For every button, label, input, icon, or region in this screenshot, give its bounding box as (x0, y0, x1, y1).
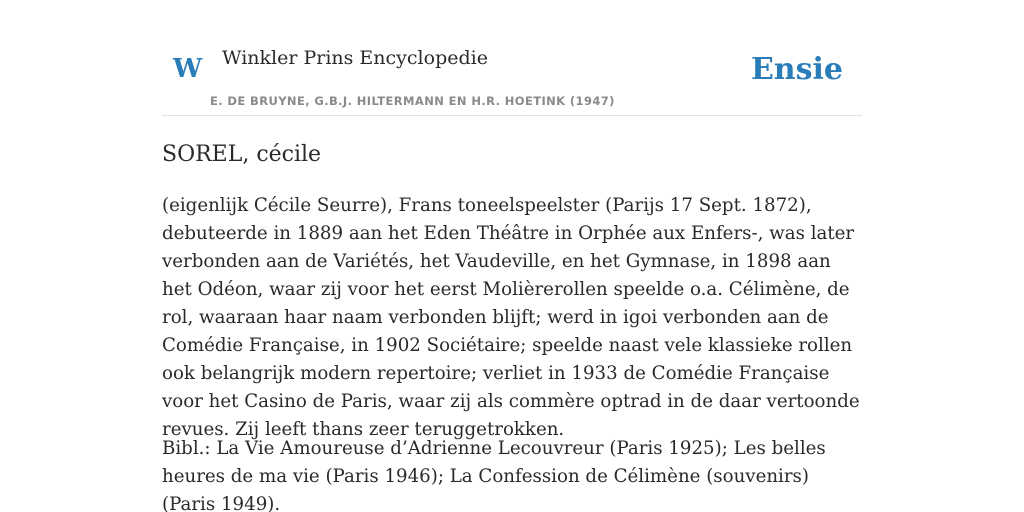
header-divider (162, 115, 862, 116)
encyclopedia-logo-icon[interactable]: W (173, 54, 203, 84)
entry-title: SOREL, cécile (162, 142, 322, 167)
ensie-brand-link[interactable]: Ensie (750, 52, 843, 87)
entry-bibliography: Bibl.: La Vie Amoureuse d’Adrienne Lecouvreur (Paris 1925); Les belles heures de ma vie (Paris 1946); La Confession de Célimène (souvenirs) (Paris 1949). (162, 438, 826, 512)
site-title-link[interactable]: Winkler Prins Encyclopedie (222, 47, 488, 69)
entry-body: (eigenlijk Cécile Seurre), Frans toneelspeelster (Parijs 17 Sept. 1872), debuteerde in 1889 aan het Eden Théâtre in Orphée aux Enfers-, was later verbonden aan de Variétés, het Vaudeville, en het Gymnase, in 1898 aan het Odéon, waar zij voor het eerst Molièrerollen speelde o.a. Célimène, de rol, waaraan haar naam verbonden blijft; werd in igoi verbonden aan de Comédie Française, in 1902 Sociétaire; speelde naast vele klassieke rollen ook belangrijk modern repertoire; verliet in 1933 de Comédie Française voor het Casino de Paris, waar zij als commère optrad in de daar vertoonde revues. Zij leeft thans zeer teruggetrokken. (162, 195, 860, 440)
authors-line: E. DE BRUYNE, G.B.J. HILTERMANN EN H.R. HOETINK (1947) (210, 94, 615, 108)
